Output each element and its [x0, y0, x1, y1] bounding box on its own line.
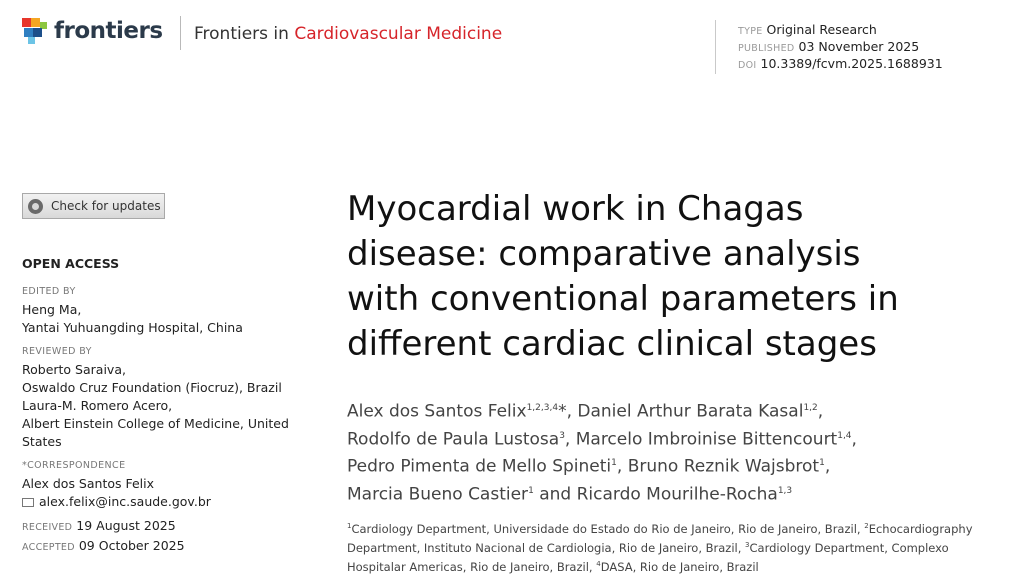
- author-affil-ref: 1: [819, 458, 825, 469]
- author-link[interactable]: Marcia Bueno Castier: [347, 484, 529, 505]
- title-line: Myocardial work in Chagas: [347, 189, 804, 229]
- logo-text: frontiers: [54, 18, 163, 44]
- author-link[interactable]: Alex dos Santos Felix: [347, 401, 527, 422]
- author-separator: ,: [817, 401, 824, 422]
- author-link[interactable]: Rodolfo de Paula Lustosa: [347, 429, 560, 450]
- affiliation: Cardiology Department, Universidade do Estado do Rio de Janeiro, Rio de Janeiro, Brazil,: [351, 521, 861, 536]
- published-value: 03 November 2025: [798, 39, 920, 54]
- author-separator: ,: [616, 456, 628, 477]
- received-date: 19 August 2025: [76, 518, 176, 533]
- title-line: with conventional parameters in: [347, 279, 899, 319]
- article-dates: [22, 517, 297, 557]
- correspondence-label: *CORRESPONDENCE: [22, 460, 126, 471]
- received-label: RECEIVED: [22, 522, 73, 533]
- article-sidebar: [22, 255, 297, 557]
- author-link[interactable]: Ricardo Mourilhe-Rocha: [576, 484, 778, 505]
- published-label: PUBLISHED: [738, 43, 795, 54]
- frontiers-logo-icon: [22, 18, 48, 44]
- affiliations: [347, 518, 987, 574]
- title-line: different cardiac clinical stages: [347, 324, 877, 364]
- edited-by-label: EDITED BY: [22, 286, 76, 297]
- affil-number: 1: [347, 522, 352, 530]
- type-label: TYPE: [738, 26, 763, 37]
- author-conjunction: and: [533, 484, 577, 505]
- correspondent-name: Alex dos Santos Felix: [22, 476, 155, 491]
- author-affil-ref: 1,2,3,4: [526, 403, 559, 413]
- author-affil-ref: 3: [559, 430, 565, 441]
- affil-number: 4: [596, 559, 601, 568]
- correspondent-email[interactable]: [22, 493, 297, 511]
- meta-divider: [715, 20, 716, 74]
- doi-label: DOI: [738, 60, 757, 71]
- journal-name[interactable]: [194, 24, 502, 44]
- envelope-icon: [22, 498, 34, 507]
- reviewed-by-label: REVIEWED BY: [22, 346, 92, 357]
- author-separator: ,: [566, 401, 578, 422]
- header-divider: [180, 16, 181, 50]
- reviewer-affiliation: Albert Einstein College of Medicine, United States: [22, 416, 289, 449]
- author-affil-ref: 1,3: [777, 485, 793, 496]
- author-separator: ,: [564, 429, 576, 450]
- affiliation: DASA, Rio de Janeiro, Brazil: [600, 559, 759, 574]
- journal-prefix: Frontiers in: [194, 24, 289, 44]
- affil-number: 2: [864, 522, 869, 530]
- article-title: [347, 187, 987, 367]
- author-link[interactable]: Daniel Arthur Barata Kasal: [577, 401, 804, 422]
- accepted-label: ACCEPTED: [22, 542, 75, 553]
- reviewer-affiliation: Oswaldo Cruz Foundation (Fiocruz), Brazil: [22, 380, 282, 395]
- affil-number: 3: [745, 540, 750, 549]
- author-affil-ref: 1: [611, 458, 617, 469]
- affiliation: Echocardiography Department, Instituto Nacional de Cardiologia, Rio de Janeiro, Brazil,: [347, 521, 973, 555]
- journal-title: Cardiovascular Medicine: [294, 24, 503, 44]
- doi-link[interactable]: 10.3389/fcvm.2025.1688931: [760, 56, 943, 71]
- author-link[interactable]: Pedro Pimenta de Mello Spineti: [347, 456, 612, 477]
- affiliation: Cardiology Department, Complexo Hospitalar Americas, Rio de Janeiro, Brazil,: [347, 540, 949, 574]
- reviewer-name: Roberto Saraiva,: [22, 362, 126, 377]
- author-separator: ,: [851, 429, 857, 450]
- corresponding-star: *: [558, 401, 567, 422]
- author-affil-ref: 1: [528, 485, 534, 496]
- author-list: [347, 396, 987, 507]
- check-updates-icon: [28, 199, 43, 214]
- check-for-updates-button[interactable]: [22, 193, 165, 219]
- author-separator: ,: [824, 456, 831, 477]
- accepted-date: 09 October 2025: [78, 538, 185, 553]
- editor-name: Heng Ma,: [22, 302, 82, 317]
- author-link[interactable]: Marcelo Imbroinise Bittencourt: [575, 429, 838, 450]
- email-link[interactable]: alex.felix@inc.saude.gov.br: [39, 494, 211, 509]
- article-meta: [738, 22, 943, 73]
- editor-affiliation: Yantai Yuhuangding Hospital, China: [22, 320, 243, 335]
- author-affil-ref: 1,4: [837, 430, 852, 441]
- type-value: Original Research: [766, 22, 877, 37]
- reviewer-name: Laura-M. Romero Acero,: [22, 398, 173, 413]
- author-link[interactable]: Bruno Reznik Wajsbrot: [627, 456, 820, 477]
- check-updates-label: Check for updates: [51, 199, 161, 213]
- frontiers-logo[interactable]: [22, 18, 163, 44]
- open-access-label: OPEN ACCESS: [22, 256, 120, 271]
- title-line: disease: comparative analysis: [347, 234, 861, 274]
- author-affil-ref: 1,2: [803, 403, 818, 413]
- article-header: [22, 16, 1002, 71]
